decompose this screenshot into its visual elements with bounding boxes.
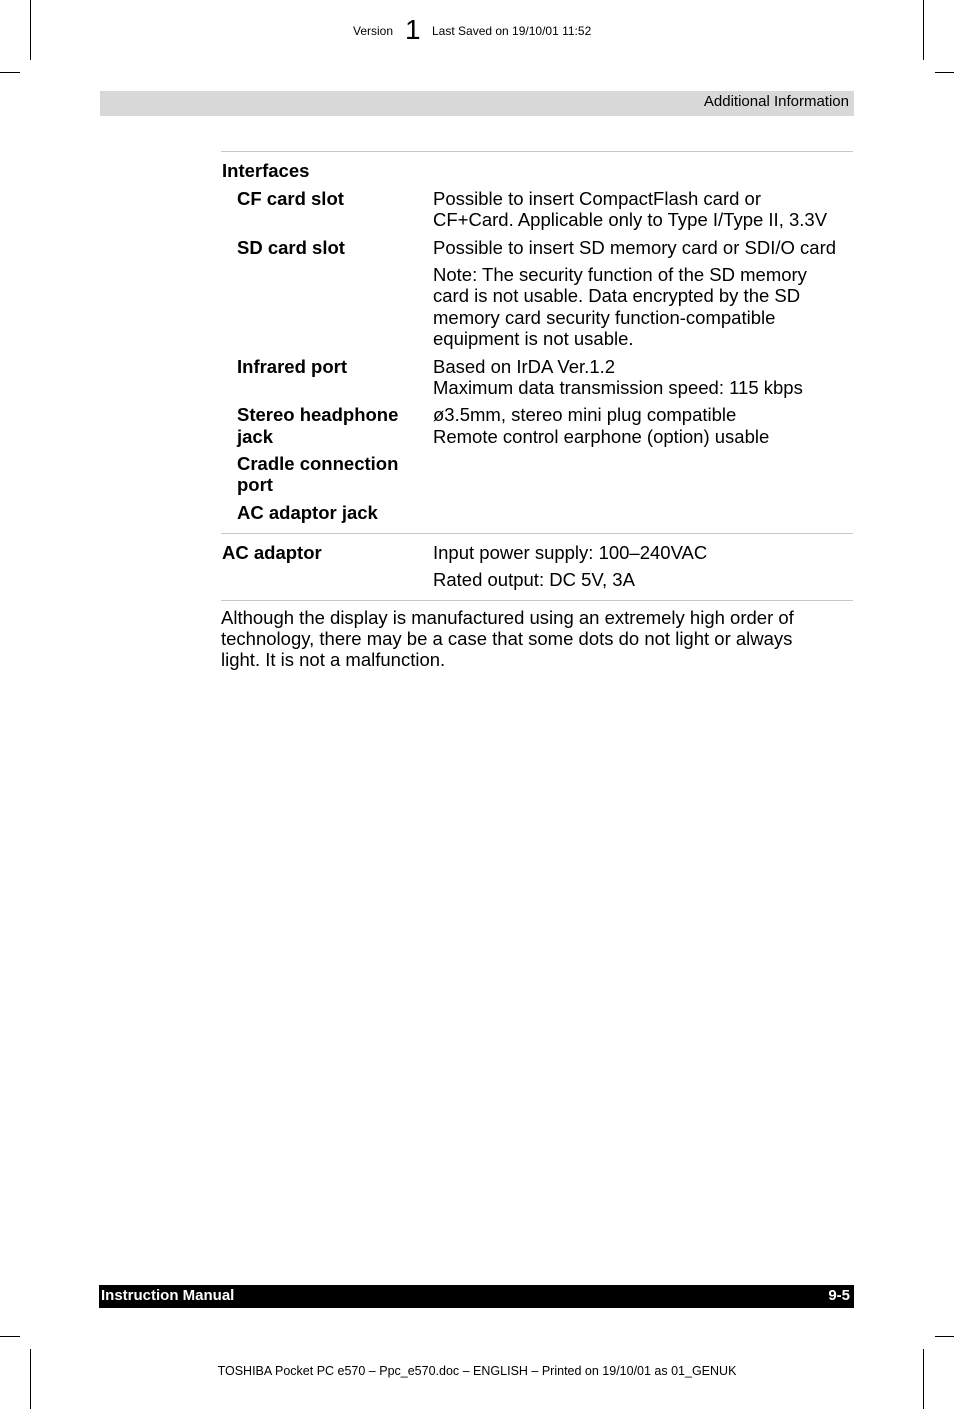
note-paragraph-line: light. It is not a malfunction. (221, 649, 446, 670)
bottom-slug (0, 1364, 954, 1378)
ac-adaptor-heading: AC adaptor (222, 542, 322, 563)
version-number: 1 (405, 14, 421, 45)
spec-label: AC adaptor jack (237, 502, 378, 523)
spec-value: CF+Card. Applicable only to Type I/Type II, 3.3V (433, 209, 828, 230)
note-paragraph-line: Although the display is manufactured using an extremely high order of (221, 607, 794, 628)
interfaces-heading: Interfaces (222, 160, 310, 181)
spec-label: jack (237, 426, 274, 447)
version-label: Version (353, 24, 394, 38)
spec-note: Note: The security function of the SD memory (433, 264, 807, 285)
spec-value: Input power supply: 100–240VAC (433, 542, 708, 563)
crop-mark (935, 72, 954, 73)
crop-mark (935, 1336, 954, 1337)
crop-mark (30, 0, 31, 60)
section-rule (221, 533, 853, 534)
spec-value: Maximum data transmission speed: 115 kbps (433, 377, 803, 398)
spec-note: equipment is not usable. (433, 328, 634, 349)
table-bottom-rule (221, 600, 853, 601)
section-title: Additional Information (703, 93, 849, 110)
spec-value: Based on IrDA Ver.1.2 (433, 356, 616, 377)
crop-mark (0, 72, 20, 73)
crop-mark (923, 1349, 924, 1409)
last-saved: Last Saved on 19/10/01 11:52 (432, 24, 592, 38)
spec-value: Possible to insert SD memory card or SDI/O card (433, 237, 837, 258)
footer-bar (99, 1285, 854, 1308)
spec-note: card is not usable. Data encrypted by the SD (433, 285, 801, 306)
page-number: 9-5 (828, 1287, 850, 1304)
spec-note: memory card security function-compatible (433, 307, 776, 328)
spec-value: Possible to insert CompactFlash card or (433, 188, 761, 209)
print-info: TOSHIBA Pocket PC e570 – Ppc_e570.doc – ENGLISH – Printed on 19/10/01 as 01_GENUK (217, 1364, 737, 1378)
spec-label: Stereo headphone (237, 404, 399, 425)
spec-label: SD card slot (237, 237, 345, 258)
spec-value: Rated output: DC 5V, 3A (433, 569, 635, 590)
spec-label: Cradle connection (237, 453, 399, 474)
spec-label: Infrared port (237, 356, 347, 377)
crop-mark (30, 1349, 31, 1409)
table-top-rule (221, 151, 853, 152)
note-paragraph-line: technology, there may be a case that some dots do not light or always (221, 628, 793, 649)
spec-value: ø3.5mm, stereo mini plug compatible (433, 404, 737, 425)
spec-value: Remote control earphone (option) usable (433, 426, 770, 447)
running-header (100, 91, 854, 116)
crop-mark (0, 1336, 20, 1337)
crop-mark (923, 0, 924, 60)
spec-label: CF card slot (237, 188, 344, 209)
spec-label: port (237, 474, 273, 495)
footer-manual-title: Instruction Manual (101, 1287, 235, 1304)
